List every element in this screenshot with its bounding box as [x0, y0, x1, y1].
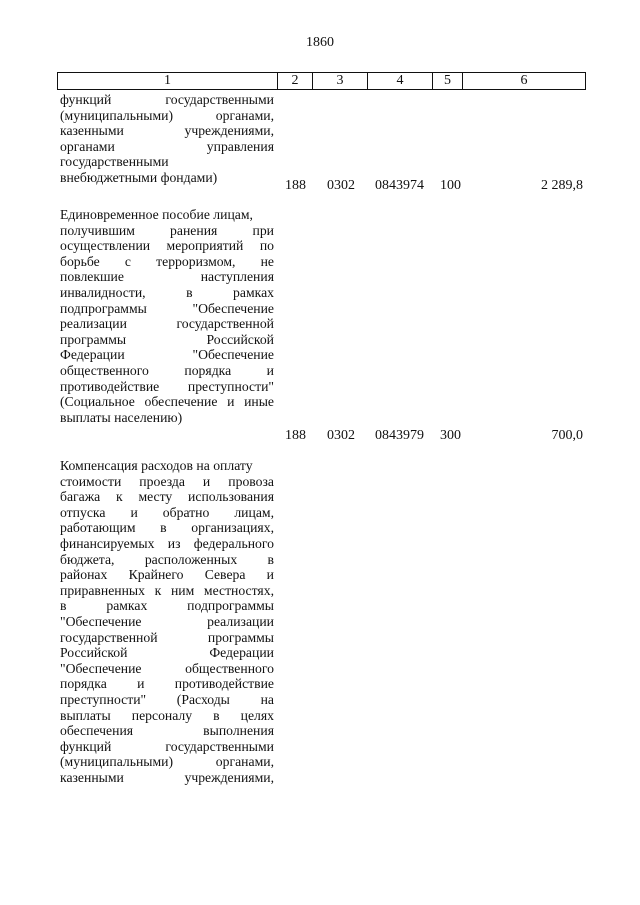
description-line: финансируемых из федерального: [60, 535, 274, 551]
description-line: отпуска и обратно лицам,: [60, 504, 274, 520]
description-line: обеспечения выполнения: [60, 723, 274, 739]
description-line: в рамках подпрограммы: [60, 598, 274, 614]
table-row-description: [60, 92, 274, 186]
cell-admin-code: 188: [285, 178, 306, 193]
description-line: государственной программы: [60, 629, 274, 645]
description-line: функций государственными: [60, 92, 274, 107]
description-line: Российской Федерации: [60, 645, 274, 661]
column-header-4: 4: [368, 73, 433, 90]
cell-expense-type: 100: [440, 178, 461, 193]
column-header-1: 1: [58, 73, 278, 90]
cell-section-code: 0302: [327, 428, 355, 443]
cell-amount: 700,0: [551, 428, 583, 443]
description-line: подпрограммы "Обеспечение: [60, 300, 274, 316]
cell-expense-type: 300: [440, 428, 461, 443]
description-line: стоимости проезда и провоза: [60, 473, 274, 489]
column-header-row: [57, 72, 586, 90]
description-line: (Социальное обеспечение и иные: [60, 394, 274, 410]
description-line: приравненных к ним местностях,: [60, 582, 274, 598]
description-line: (муниципальными) органами,: [60, 107, 274, 123]
description-line: функций государственными: [60, 738, 274, 754]
cell-target-code: 0843974: [375, 178, 424, 193]
description-line: выплаты персоналу в целях: [60, 707, 274, 723]
description-line: органами управления: [60, 138, 274, 154]
column-header-5: 5: [433, 73, 463, 90]
description-line: общественного порядка и: [60, 362, 274, 378]
cell-admin-code: 188: [285, 428, 306, 443]
column-header-2: 2: [278, 73, 313, 90]
description-line: порядка и противодействие: [60, 676, 274, 692]
description-line: государственными: [60, 154, 169, 170]
page-number: 1860: [306, 35, 334, 50]
description-line: Федерации "Обеспечение: [60, 347, 274, 363]
description-line: программы Российской: [60, 331, 274, 347]
description-line: получившим ранения при: [60, 222, 274, 238]
description-line: бюджета, расположенных в: [60, 551, 274, 567]
description-line: осуществлении мероприятий по: [60, 238, 274, 254]
description-line: "Обеспечение реализации: [60, 613, 274, 629]
description-line: работающим в организациях,: [60, 520, 274, 536]
description-line: внебюджетными фондами): [60, 169, 218, 185]
description-line: инвалидности, в рамках: [60, 284, 274, 300]
description-line: "Обеспечение общественного: [60, 660, 274, 676]
description-line: преступности" (Расходы на: [60, 691, 274, 707]
table-row-description: [60, 207, 274, 425]
description-line: казенными учреждениями,: [60, 769, 274, 785]
description-line: противодействие преступности": [60, 378, 274, 394]
description-line: повлекшие наступления: [60, 269, 274, 285]
description-line: багажа к месту использования: [60, 489, 274, 505]
description-line: борьбе с терроризмом, не: [60, 253, 274, 269]
description-line: Компенсация расходов на оплату: [60, 458, 253, 473]
description-line: выплаты населению): [60, 409, 183, 425]
description-line: районах Крайнего Севера и: [60, 567, 274, 583]
description-line: казенными учреждениями,: [60, 123, 274, 139]
table-row-description: [60, 458, 274, 785]
column-header-3: 3: [313, 73, 368, 90]
description-line: реализации государственной: [60, 316, 274, 332]
cell-section-code: 0302: [327, 178, 355, 193]
cell-target-code: 0843979: [375, 428, 424, 443]
column-header-6: 6: [463, 73, 586, 90]
description-line: (муниципальными) органами,: [60, 754, 274, 770]
cell-amount: 2 289,8: [541, 178, 583, 193]
description-line: Единовременное пособие лицам,: [60, 207, 253, 222]
